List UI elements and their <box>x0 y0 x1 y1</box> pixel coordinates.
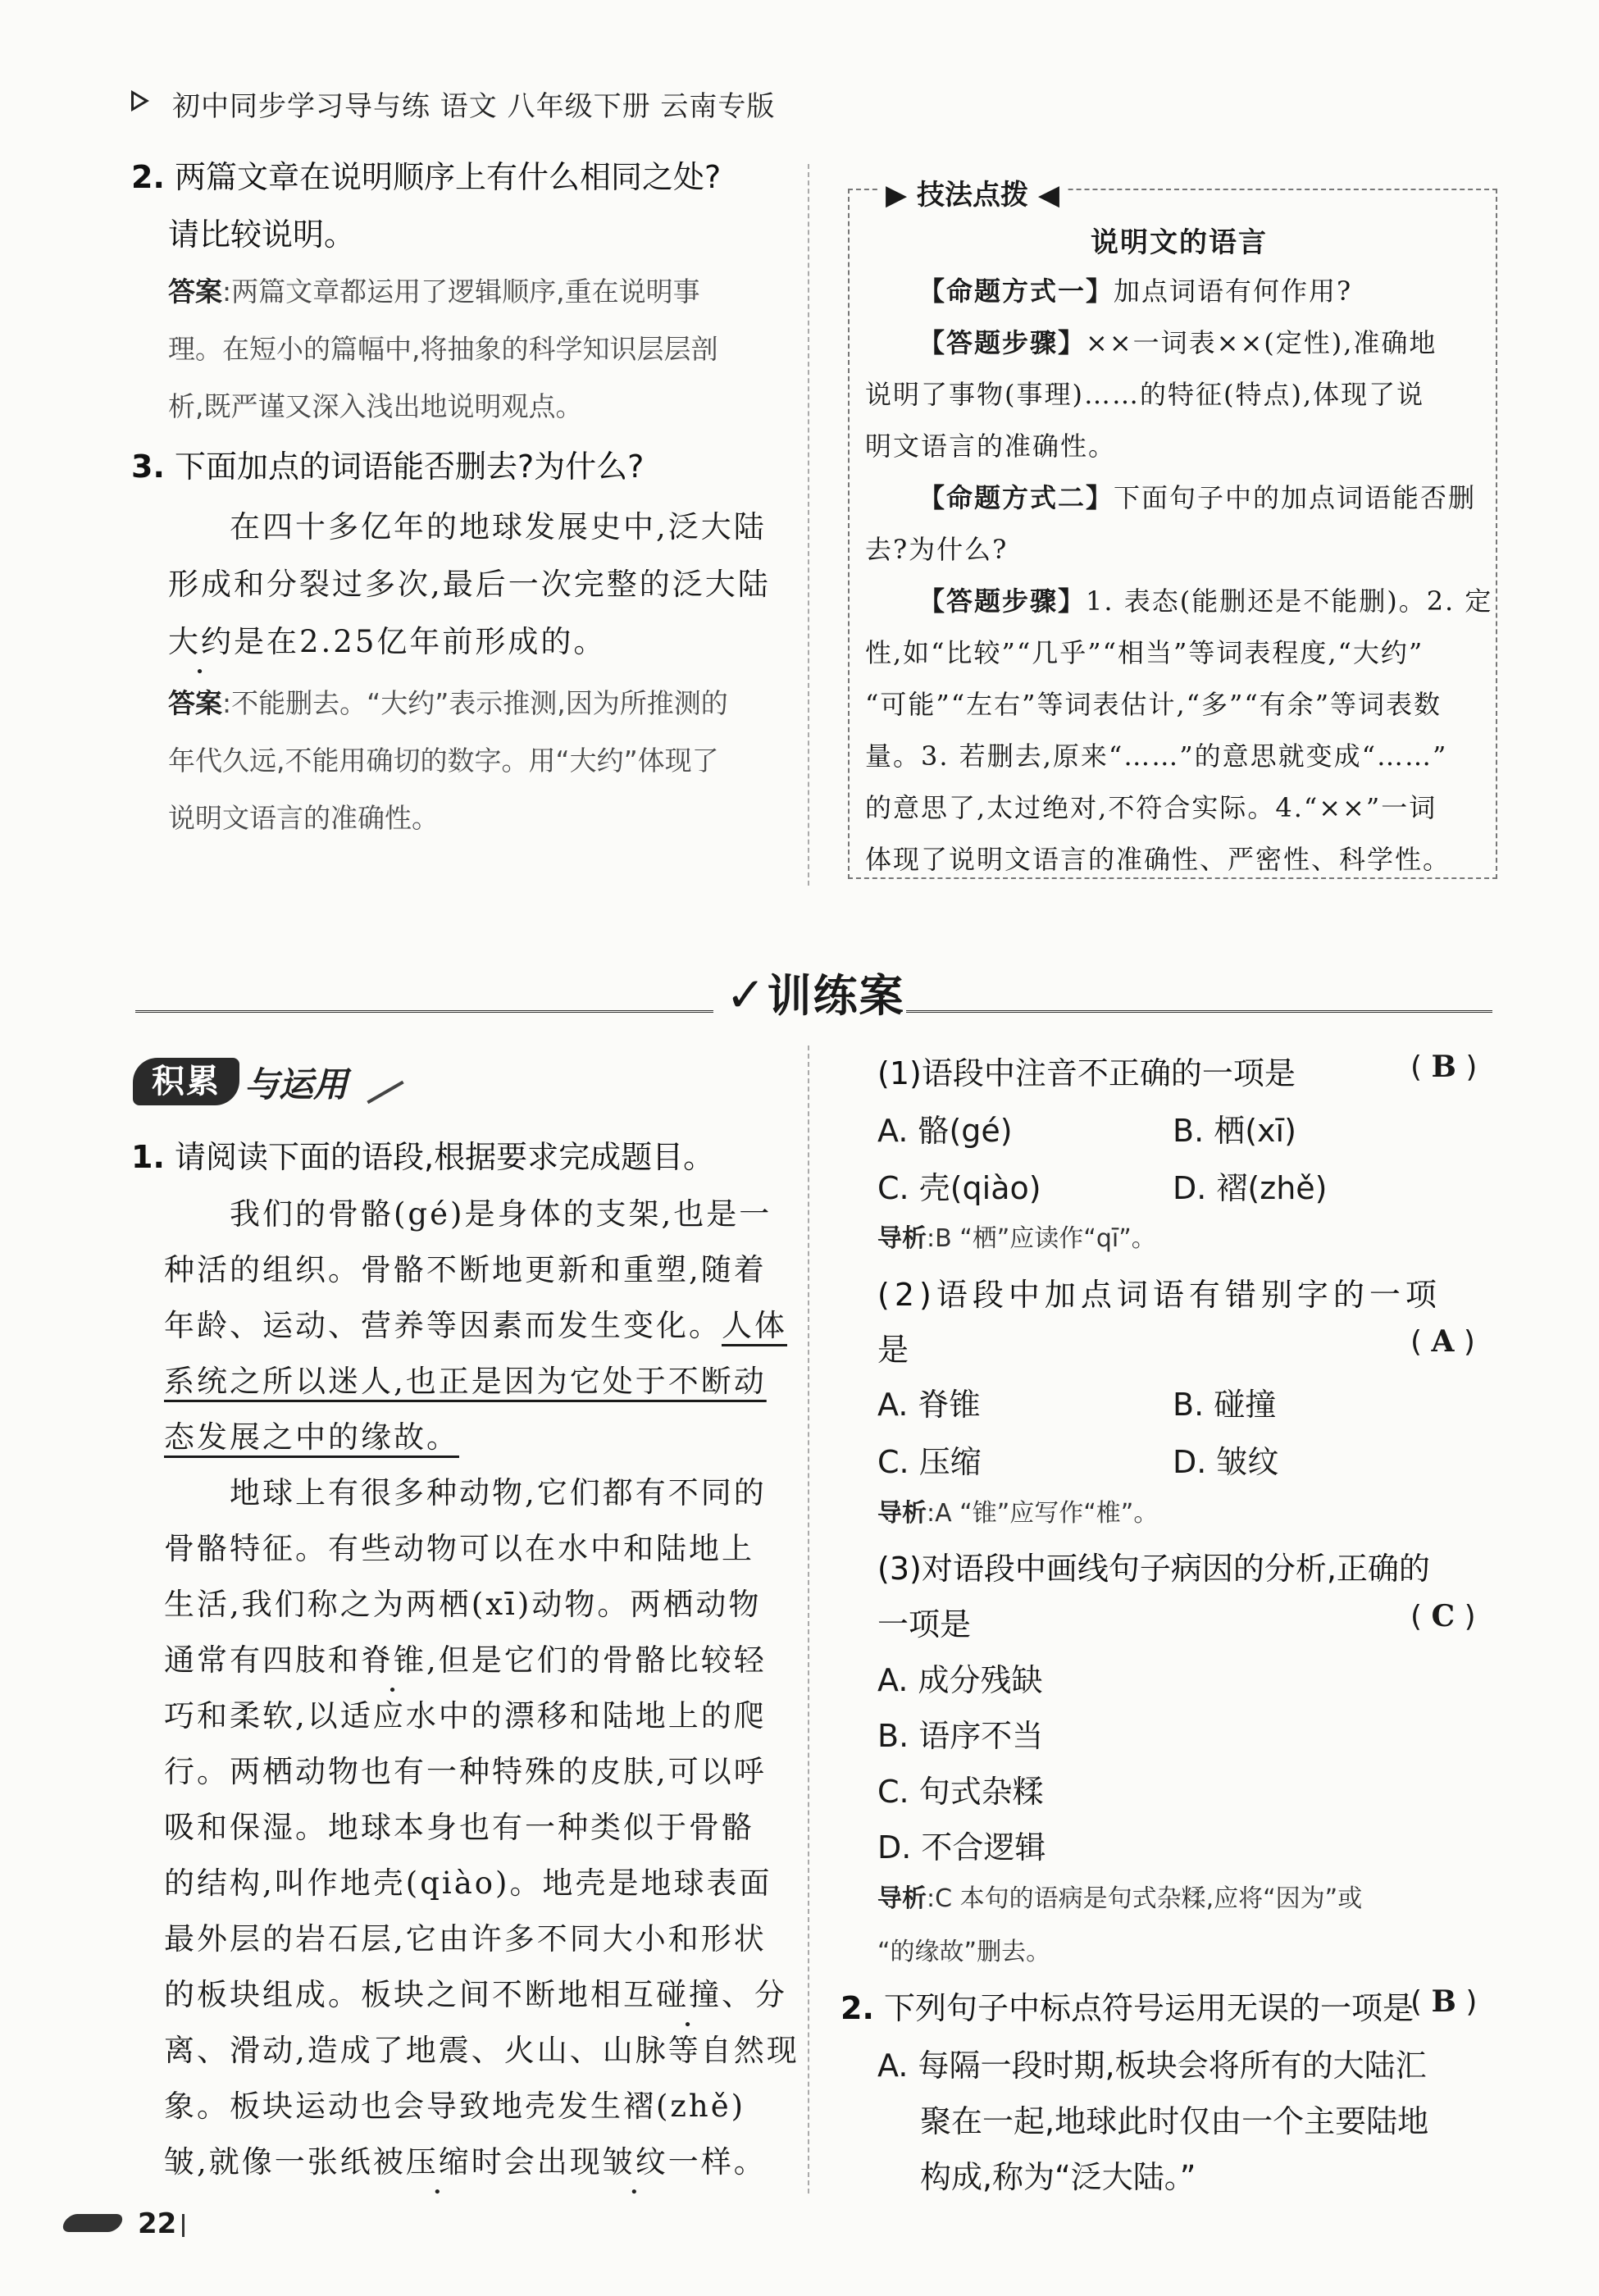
tip-line5: 【命题方式二】下面句子中的加点词语能否删 <box>918 482 1477 513</box>
option-a-line3: 构成,称为“泛大陆。” <box>920 2159 1196 2195</box>
page-number: 22 <box>138 2207 177 2240</box>
answer-2-line1: 答案:两篇文章都运用了逻辑顺序,重在说明事 <box>168 276 700 308</box>
page-number-bar <box>182 2214 184 2237</box>
tip-line11: 的意思了,太过绝对,不符合实际。4.“××”一词 <box>865 792 1437 823</box>
analysis-2: 导析:A “锥”应写作“椎”。 <box>877 1499 1159 1528</box>
passage-line: 的结构,叫作地壳(qiào)。地壳是地球表面 <box>164 1866 772 1901</box>
dotted-word: 压缩 <box>405 2144 472 2180</box>
q3-passage-line2: 形成和分裂过多次,最后一次完整的泛大陆 <box>168 567 771 602</box>
tip-line4: 明文语言的准确性。 <box>865 430 1117 462</box>
passage-line: 通常有四肢和脊锥,但是它们的骨骼比较轻 <box>164 1642 767 1678</box>
option-a: A. 脊锥 <box>877 1387 981 1423</box>
analysis-3: 导析:C 本句的语病是句式杂糅,应将“因为”或 <box>877 1884 1363 1913</box>
option-d: D. 皱纹 <box>1173 1444 1279 1480</box>
option-a: A. 每隔一段时期,板块会将所有的大陆汇 <box>877 2048 1427 2084</box>
option-d: D. 褶(zhě) <box>1173 1170 1328 1206</box>
tip-line9: “可能”“左右”等词表估计,“多”“有余”等词表数 <box>865 689 1442 720</box>
analysis-1: 导析:B “栖”应读作“qī”。 <box>877 1224 1156 1253</box>
tip-title: 说明文的语言 <box>1091 226 1268 259</box>
option-c: C. 句式杂糅 <box>877 1774 1044 1810</box>
q3-passage-line1: 在四十多亿年的地球发展史中,泛大陆 <box>230 509 767 544</box>
subquestion-2-line2: 是 <box>877 1332 909 1368</box>
q3-passage-line3: 大约是在2.25亿年前形成的。 <box>168 624 607 659</box>
question-3: 3. 下面加点的词语能否删去?为什么? <box>131 449 645 485</box>
page-tab-icon <box>60 2214 125 2232</box>
dotted-word: 脊锥 <box>361 1642 426 1678</box>
answer-2-line3: 析,既严谨又深入浅出地说明观点。 <box>168 390 583 422</box>
answer-3-line3: 说明文语言的准确性。 <box>168 802 439 834</box>
dotted-word: 皱纹 <box>602 2144 668 2180</box>
column-divider-top <box>808 164 809 886</box>
pen-stroke-icon <box>367 1081 403 1104</box>
passage-line: 我们的骨骼(gé)是身体的支架,也是一 <box>230 1196 772 1232</box>
subquestion-1: (1)语段中注音不正确的一项是 <box>877 1055 1296 1091</box>
section-badge: 积累 <box>133 1058 239 1105</box>
passage-line: 骨骼特征。有些动物可以在水中和陆地上 <box>164 1531 754 1566</box>
tip-line2: 【答题步骤】××一词表××(定性),准确地 <box>918 327 1437 358</box>
passage-line: 皱,就像一张纸被压缩时会出现皱纹一样。 <box>164 2144 767 2180</box>
section-rule-left <box>135 1010 713 1013</box>
question-1: 1. 请阅读下面的语段,根据要求完成题目。 <box>131 1139 715 1175</box>
option-a: A. 骼(gé) <box>877 1113 1013 1149</box>
passage-line: 种活的组织。骨骼不断地更新和重塑,随着 <box>164 1252 767 1287</box>
option-c: C. 压缩 <box>877 1444 982 1480</box>
underlined-sentence: 人体 <box>722 1308 787 1343</box>
passage-line: 行。两栖动物也有一种特殊的皮肤,可以呼 <box>164 1754 767 1789</box>
passage-line: 吸和保湿。地球本身也有一种类似于骨骼 <box>164 1810 754 1845</box>
answer-3-line1: 答案:不能删去。“大约”表示推测,因为所推测的 <box>168 687 728 719</box>
answer-bracket-1: ( B ) <box>1410 1050 1478 1084</box>
subquestion-2: (2)语段中加点词语有错别字的一项 <box>877 1277 1442 1313</box>
tip-line10: 量。3. 若删去,原来“……”的意思就变成“……” <box>865 740 1448 772</box>
option-b: B. 碰撞 <box>1173 1387 1277 1423</box>
question-2-punctuation: 2. 下列句子中标点符号运用无误的一项是 <box>840 1990 1414 2026</box>
tip-line8: 性,如“比较”“几乎”“相当”等词表程度,“大约” <box>865 637 1424 668</box>
underlined-sentence: 态发展之中的缘故。 <box>164 1419 459 1455</box>
passage-line: 生活,我们称之为两栖(xī)动物。两栖动物 <box>164 1587 762 1622</box>
section-badge-text: 与运用 <box>244 1064 348 1105</box>
option-a-line2: 聚在一起,地球此时仅由一个主要陆地 <box>920 2103 1429 2139</box>
tip-line7: 【答题步骤】1. 表态(能删还是不能删)。2. 定 <box>918 585 1493 617</box>
tip-line6: 去?为什么? <box>865 534 1009 565</box>
section-title: ✓训练案 <box>726 967 905 1023</box>
tip-heading: ▶ 技法点拨 ◀ <box>877 172 1068 212</box>
option-d: D. 不合逻辑 <box>877 1829 1046 1866</box>
tip-line1: 【命题方式一】加点词语有何作用? <box>918 276 1353 307</box>
analysis-3-line2: “的缘故”删去。 <box>877 1938 1051 1966</box>
subquestion-3-line2: 一项是 <box>877 1606 972 1642</box>
subquestion-3: (3)对语段中画线句子病因的分析,正确的 <box>877 1551 1430 1587</box>
passage-line: 象。板块运动也会导致地壳发生褶(zhě) <box>164 2089 746 2124</box>
question-2-line2: 请比较说明。 <box>168 216 356 253</box>
play-triangle-icon <box>131 90 149 112</box>
option-a: A. 成分残缺 <box>877 1662 1043 1698</box>
running-header: 初中同步学习导与练 语文 八年级下册 云南专版 <box>172 90 776 123</box>
answer-bracket-2: ( A ) <box>1410 1324 1475 1359</box>
passage-line: 地球上有很多种动物,它们都有不同的 <box>230 1475 767 1510</box>
tip-line3: 说明了事物(事理)……的特征(特点),体现了说 <box>865 379 1425 410</box>
answer-bracket-q2: ( B ) <box>1410 1984 1478 2019</box>
underlined-sentence: 系统之所以迷人,也正是因为它处于不断动 <box>164 1364 767 1399</box>
option-c: C. 壳(qiào) <box>877 1170 1041 1206</box>
answer-2-line2: 理。在短小的篇幅中,将抽象的科学知识层层剖 <box>168 333 718 365</box>
passage-line: 的板块组成。板块之间不断地相互碰撞、分 <box>164 1977 787 2012</box>
passage-line: 最外层的岩石层,它由许多不同大小和形状 <box>164 1921 767 1957</box>
answer-bracket-3: ( C ) <box>1410 1599 1476 1633</box>
passage-line: 巧和柔软,以适应水中的漂移和陆地上的爬 <box>164 1698 767 1733</box>
dotted-word: 碰撞 <box>656 1977 722 2012</box>
question-2: 2. 两篇文章在说明顺序上有什么相同之处? <box>131 159 722 195</box>
check-icon: ✓ <box>726 967 768 1023</box>
passage-line: 年龄、运动、营养等因素而发生变化。人体 <box>164 1308 787 1343</box>
tip-line12: 体现了说明文语言的准确性、严密性、科学性。 <box>865 844 1451 875</box>
dotted-word: 大约 <box>168 624 234 659</box>
answer-3-line2: 年代久远,不能用确切的数字。用“大约”体现了 <box>168 745 719 777</box>
section-rule-right <box>906 1010 1492 1013</box>
option-b: B. 语序不当 <box>877 1718 1044 1754</box>
column-divider-bottom <box>808 1046 809 2194</box>
passage-line: 离、滑动,造成了地震、火山、山脉等自然现 <box>164 2033 800 2068</box>
option-b: B. 栖(xī) <box>1173 1113 1296 1149</box>
